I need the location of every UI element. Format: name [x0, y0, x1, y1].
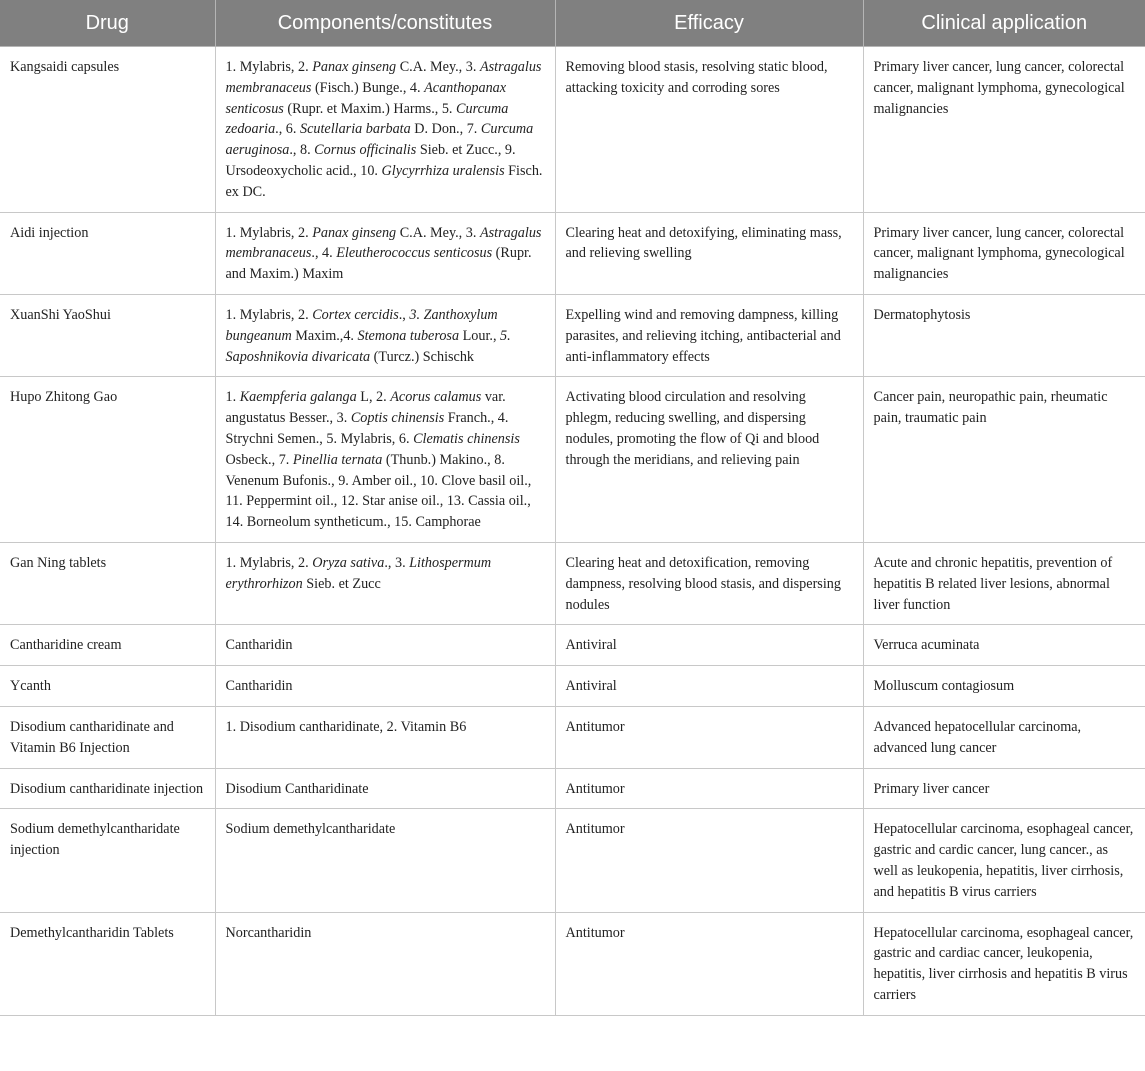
species-name: Curcuma zedoaria	[225, 100, 509, 138]
table-row	[0, 294, 1145, 376]
species-name: Kaempferia galanga	[239, 389, 357, 406]
cell-clinical-application: Cancer pain, neuropathic pain, rheumatic pain, traumatic pain	[863, 377, 1145, 543]
table-row	[0, 542, 1145, 624]
component-text: 1. Mylabris, 2.	[225, 59, 313, 75]
table-body	[0, 47, 1145, 1016]
component-text: (Turcz.) Schischk	[370, 348, 475, 365]
cell-clinical-application: Hepatocellular carcinoma, esophageal cancer, gastric and cardic cancer, lung cancer., as well as leukopenia, hepatitis, liver cirrhosis, and hepatitis B virus carriers	[863, 809, 1145, 912]
component-text: ., 8.	[289, 142, 315, 159]
component-text: 1. Mylabris, 2.	[225, 306, 313, 323]
cell-drug: XuanShi YaoShui	[0, 294, 215, 376]
species-name: Curcuma aeruginosa	[225, 121, 534, 159]
cell-clinical-application: Acute and chronic hepatitis, prevention of hepatitis B related liver lesions, abnormal liver function	[863, 542, 1145, 624]
header-components: Components/constitutes	[215, 0, 555, 47]
component-text: Cantharidin	[225, 678, 293, 695]
component-text: .,	[398, 306, 410, 323]
cell-components	[215, 47, 555, 213]
component-text: C.A. Mey., 3.	[396, 224, 480, 241]
cell-components	[215, 294, 555, 376]
component-text: Sodium demethylcantharidate	[225, 821, 396, 838]
cell-drug: Demethylcantharidin Tablets	[0, 912, 215, 1015]
cell-drug: Sodium demethylcantharidate injection	[0, 809, 215, 912]
cell-drug: Cantharidine cream	[0, 625, 215, 666]
cell-components	[215, 542, 555, 624]
component-text: Fisch. ex DC.	[225, 162, 543, 200]
species-name: Lithospermum erythrorhizon	[225, 554, 492, 592]
table-row	[0, 666, 1145, 707]
table-row	[0, 212, 1145, 294]
component-text: ., 3.	[384, 554, 410, 571]
cell-clinical-application: Advanced hepatocellular carcinoma, advanced lung cancer	[863, 706, 1145, 768]
component-text: ., 4.	[311, 245, 337, 262]
cell-clinical-application: Molluscum contagiosum	[863, 666, 1145, 707]
component-text: Disodium Cantharidinate	[225, 780, 369, 797]
species-name: Clematis chinensis	[413, 430, 520, 447]
species-name: Eleutherococcus senticosus	[336, 245, 493, 262]
component-text: Sieb. et Zucc	[302, 575, 381, 592]
component-text: Norcantharidin	[225, 924, 312, 941]
component-text: L, 2.	[356, 389, 391, 406]
table-row	[0, 706, 1145, 768]
cell-drug: Disodium cantharidinate injection	[0, 768, 215, 809]
cell-drug: Kangsaidi capsules	[0, 47, 215, 213]
table-header-row	[0, 0, 1145, 47]
cell-components	[215, 212, 555, 294]
species-name: Pinellia ternata	[292, 451, 383, 468]
header-drug: Drug	[0, 0, 215, 47]
cell-clinical-application: Primary liver cancer, lung cancer, colorectal cancer, malignant lymphoma, gynecological malignancies	[863, 212, 1145, 294]
component-text: ., 6.	[275, 121, 300, 138]
species-name: Astragalus membranaceus	[225, 59, 542, 96]
table-row	[0, 912, 1145, 1015]
species-name: 5. Saposhnikovia divaricata	[225, 327, 511, 365]
header-clinical-application: Clinical application	[863, 0, 1145, 47]
cell-efficacy: Clearing heat and detoxification, removing dampness, resolving blood stasis, and dispersing nodules	[555, 542, 863, 624]
component-text: (Rupr. and Maxim.) Maxim	[225, 245, 532, 283]
species-name: Acorus calamus	[390, 389, 482, 406]
cell-clinical-application: Hepatocellular carcinoma, esophageal cancer, gastric and cardiac cancer, leukopenia, hepatitis, liver cirrhosis and hepatitis B virus carriers	[863, 912, 1145, 1015]
cell-components	[215, 625, 555, 666]
component-text: (Fisch.) Bunge., 4.	[311, 79, 425, 96]
cell-efficacy: Activating blood circulation and resolving phlegm, reducing swelling, and dispersing nodules, promoting the flow of Qi and blood through the meridians, and relieving pain	[555, 377, 863, 543]
cell-drug: Ycanth	[0, 666, 215, 707]
cell-efficacy: Antiviral	[555, 625, 863, 666]
species-name: Cornus officinalis	[314, 142, 417, 159]
species-name: 3. Zanthoxylum bungeanum	[225, 306, 498, 344]
component-text: var. angustatus Besser., 3.	[225, 389, 506, 427]
cell-efficacy: Expelling wind and removing dampness, killing parasites, and relieving itching, antibacterial and anti-inflammatory effects	[555, 294, 863, 376]
component-text: (Rupr. et Maxim.) Harms., 5.	[283, 100, 457, 117]
cell-drug: Gan Ning tablets	[0, 542, 215, 624]
component-text: (Thunb.) Makino., 8. Venenum Bufonis., 9. Amber oil., 10. Clove basil oil., 11. Peppermint oil., 12. Star anise oil., 13. Cassia oil., 14. Borneolum syntheticum., 15. Camphorae	[225, 451, 532, 531]
component-text: Osbeck., 7.	[225, 451, 293, 468]
cell-components	[215, 809, 555, 912]
component-text: Cantharidin	[225, 637, 293, 654]
table-row	[0, 768, 1145, 809]
species-name: Coptis chinensis	[350, 410, 445, 427]
component-text: Franch., 4. Strychni Semen., 5. Mylabris, 6.	[225, 410, 509, 447]
table-row	[0, 625, 1145, 666]
cell-drug: Hupo Zhitong Gao	[0, 377, 215, 543]
cell-efficacy: Antitumor	[555, 912, 863, 1015]
component-text: 1. Mylabris, 2.	[225, 554, 313, 571]
cell-efficacy: Antitumor	[555, 809, 863, 912]
cell-drug: Aidi injection	[0, 212, 215, 294]
component-text: 1. Mylabris, 2.	[225, 224, 313, 241]
component-text: Sieb. et Zucc., 9. Ursodeoxycholic acid., 10.	[225, 142, 516, 179]
table-row	[0, 377, 1145, 543]
species-name: Stemona tuberosa	[357, 327, 460, 344]
species-name: Astragalus membranaceus	[225, 224, 542, 262]
cell-efficacy: Antitumor	[555, 768, 863, 809]
cell-efficacy: Antitumor	[555, 706, 863, 768]
species-name: Oryza sativa	[312, 554, 385, 571]
species-name: Scutellaria barbata	[299, 121, 411, 138]
cell-clinical-application: Primary liver cancer, lung cancer, colorectal cancer, malignant lymphoma, gynecological malignancies	[863, 47, 1145, 213]
cell-components	[215, 377, 555, 543]
species-name: Panax ginseng	[312, 59, 397, 75]
header-efficacy: Efficacy	[555, 0, 863, 47]
species-name: Cortex cercidis	[312, 306, 399, 323]
cell-clinical-application: Primary liver cancer	[863, 768, 1145, 809]
component-text: 1. Disodium cantharidinate, 2. Vitamin B6	[225, 718, 467, 735]
species-name: Panax ginseng	[312, 224, 397, 241]
cell-components	[215, 666, 555, 707]
component-text: Maxim.,4.	[291, 327, 358, 344]
cell-efficacy: Removing blood stasis, resolving static blood, attacking toxicity and corroding sores	[555, 47, 863, 213]
cell-efficacy: Clearing heat and detoxifying, eliminating mass, and relieving swelling	[555, 212, 863, 294]
component-text: D. Don., 7.	[410, 121, 481, 138]
component-text: 1.	[225, 389, 240, 406]
cell-clinical-application: Dermatophytosis	[863, 294, 1145, 376]
cell-components	[215, 912, 555, 1015]
component-text: Lour.,	[459, 327, 501, 344]
table-row	[0, 809, 1145, 912]
species-name: Glycyrrhiza uralensis	[381, 162, 505, 179]
cell-components	[215, 706, 555, 768]
species-name: Acanthopanax senticosus	[225, 79, 507, 117]
table-row	[0, 47, 1145, 213]
component-text: C.A. Mey., 3.	[396, 59, 480, 75]
cell-drug: Disodium cantharidinate and Vitamin B6 Injection	[0, 706, 215, 768]
cell-efficacy: Antiviral	[555, 666, 863, 707]
cell-components	[215, 768, 555, 809]
cell-clinical-application: Verruca acuminata	[863, 625, 1145, 666]
